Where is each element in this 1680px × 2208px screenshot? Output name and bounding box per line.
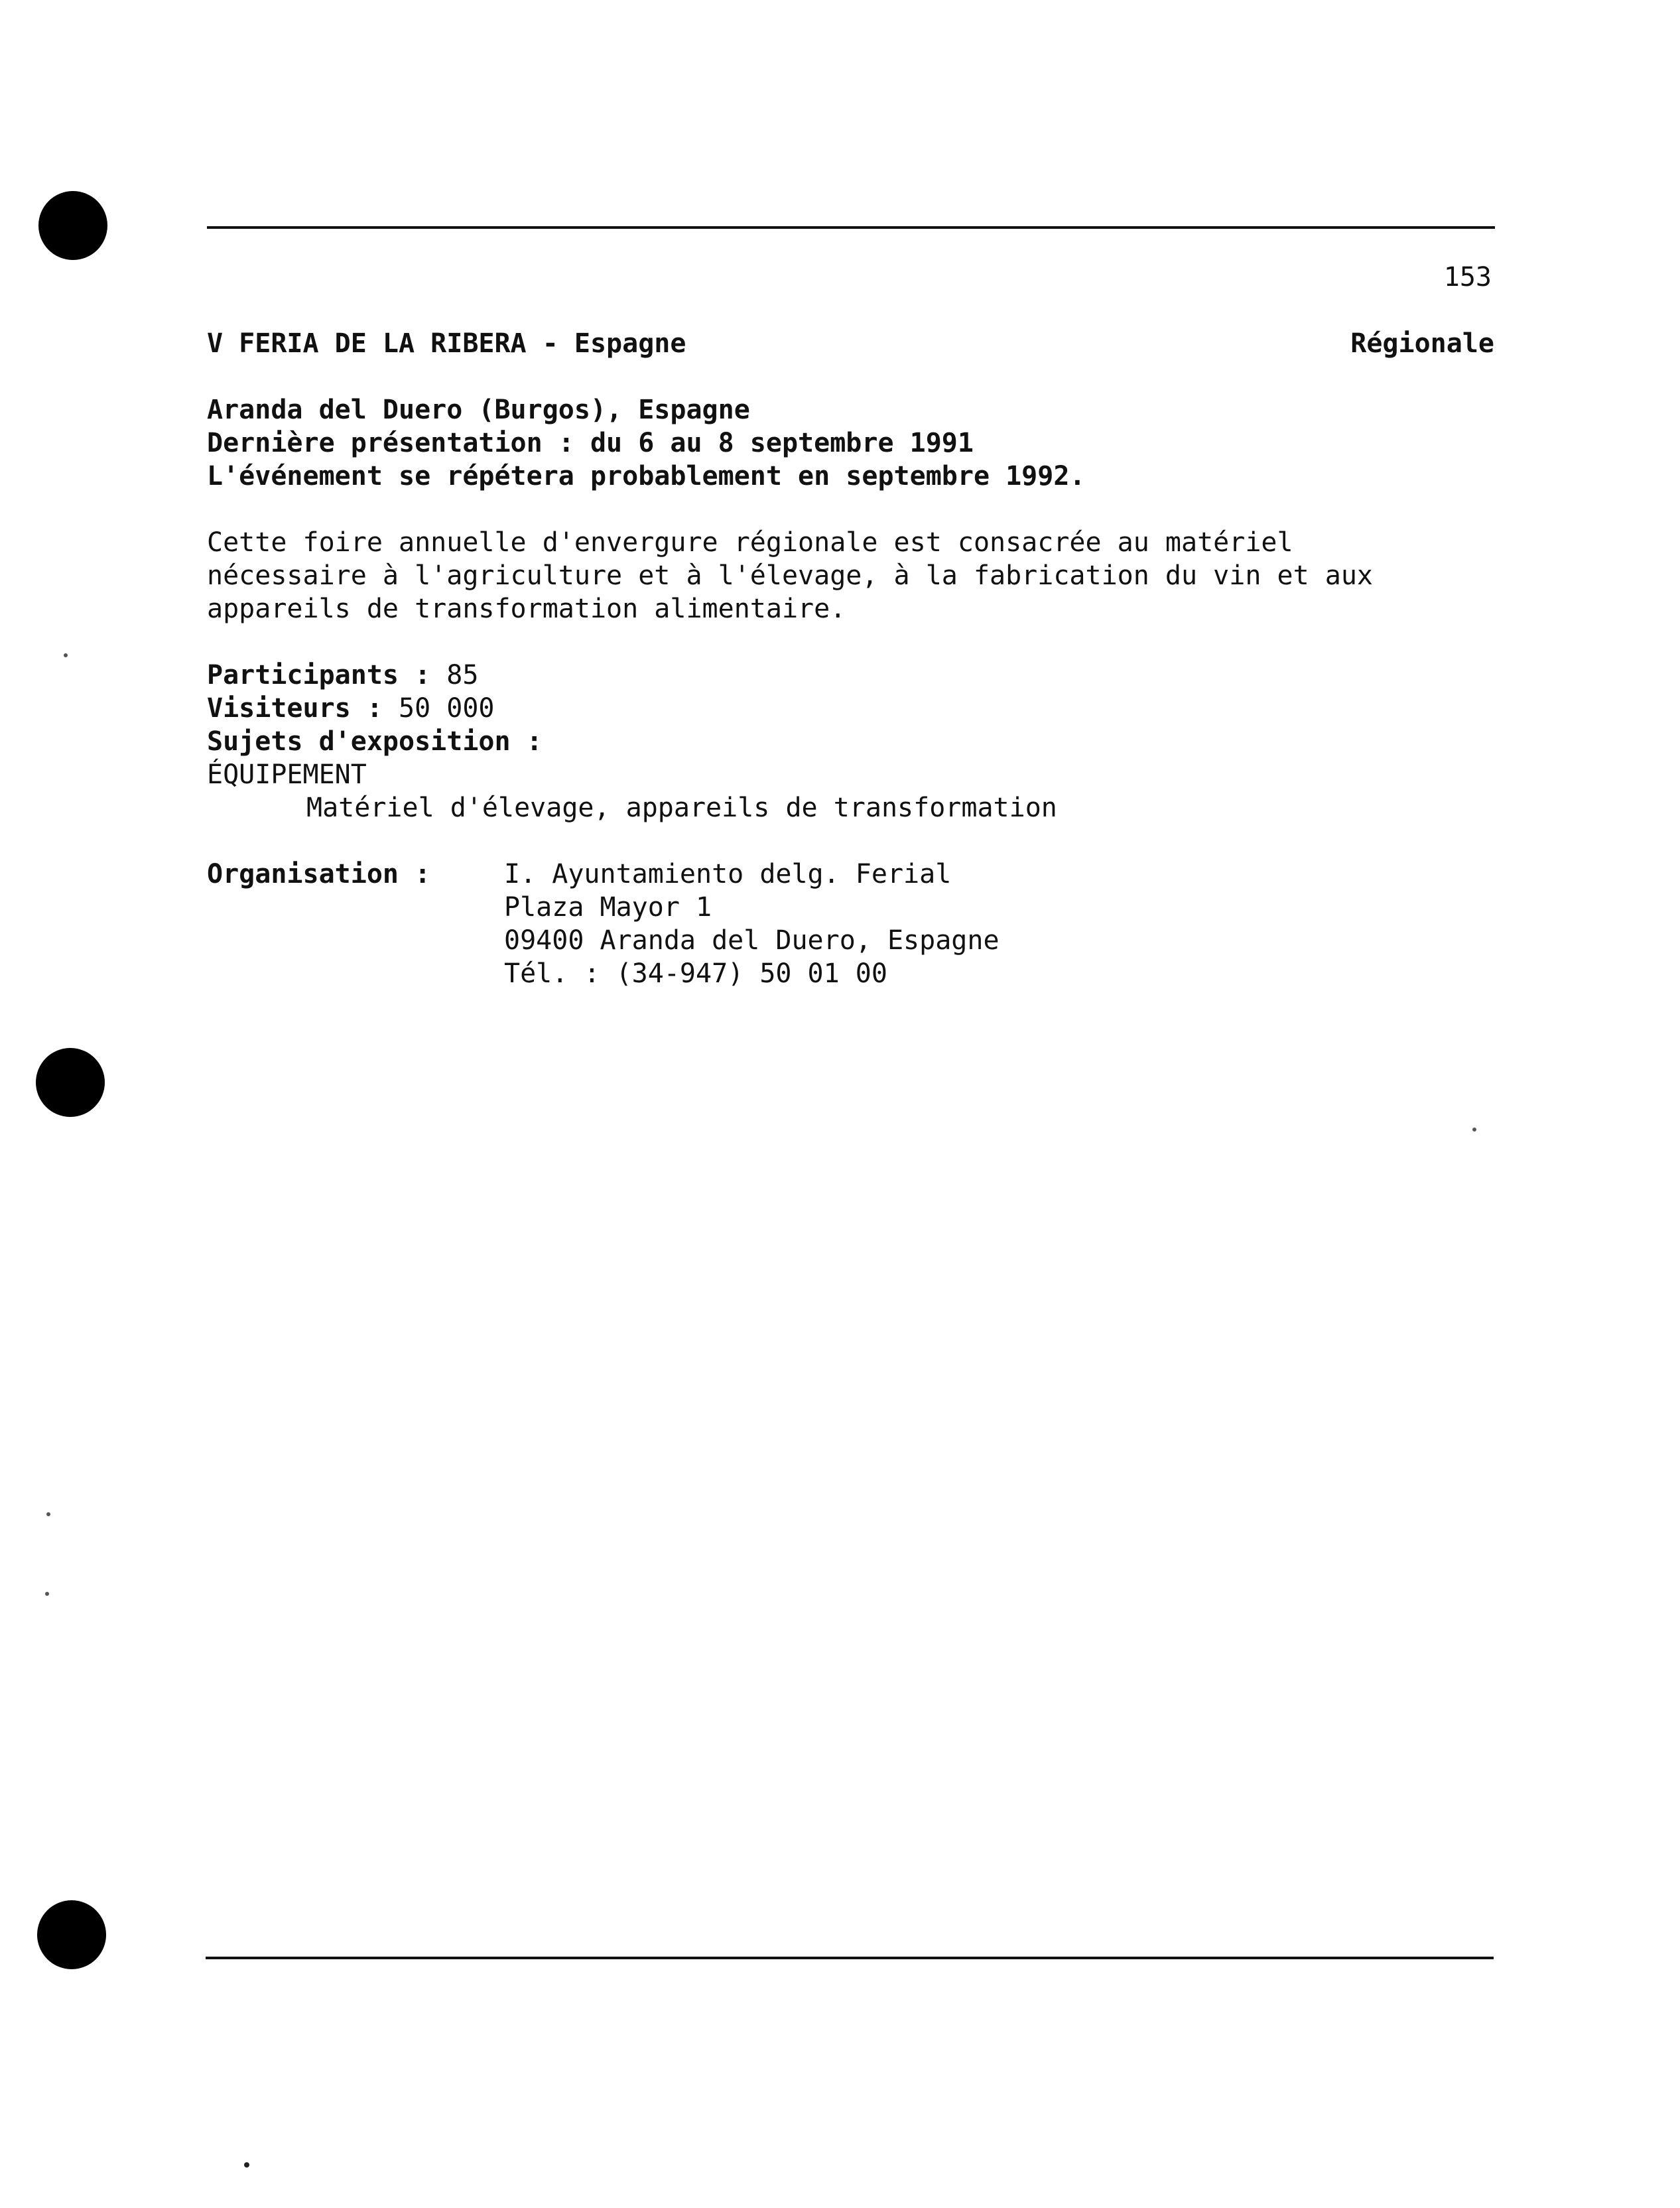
organisation-line: 09400 Aranda del Duero, Espagne <box>504 925 1000 956</box>
participants-value: 85 <box>430 660 479 690</box>
visitors-row <box>207 692 494 725</box>
fair-location: Aranda del Duero (Burgos), Espagne <box>207 395 750 425</box>
visitors-value: 50 000 <box>382 693 495 724</box>
organisation-label: Organisation : <box>207 859 431 889</box>
description-line: nécessaire à l'agriculture et à l'élevage, à la fabrication du vin et aux <box>207 560 1373 591</box>
binder-hole-top <box>38 191 107 260</box>
scan-speck <box>46 1512 50 1516</box>
scan-speck <box>45 1592 49 1596</box>
next-event: L'événement se répétera probablement en septembre 1992. <box>207 461 1086 491</box>
subjects-detail: Matériel d'élevage, appareils de transformation <box>306 793 1057 823</box>
fair-category: Régionale <box>1350 328 1494 359</box>
page-number: 153 <box>1443 262 1492 292</box>
last-presentation: Dernière présentation : du 6 au 8 septembre 1991 <box>207 428 974 458</box>
scan-speck <box>1472 1128 1476 1132</box>
visitors-label: Visiteurs : <box>207 693 383 724</box>
description-line: Cette foire annuelle d'envergure régionale est consacrée au matériel <box>207 527 1293 558</box>
scan-speck <box>64 653 68 657</box>
participants-label: Participants : <box>207 660 431 690</box>
subjects-category: ÉQUIPEMENT <box>207 759 367 790</box>
organisation-line: I. Ayuntamiento delg. Ferial <box>504 859 952 889</box>
binder-hole-bottom <box>37 1900 106 1969</box>
organisation-line: Tél. : (34-947) 50 01 00 <box>504 958 887 989</box>
subjects-label: Sujets d'exposition : <box>207 726 543 757</box>
description-line: appareils de transformation alimentaire. <box>207 594 846 624</box>
binder-hole-middle <box>36 1048 105 1117</box>
fair-title: V FERIA DE LA RIBERA - Espagne <box>207 328 686 359</box>
scan-speck <box>244 2162 249 2168</box>
participants-row <box>207 659 478 692</box>
top-rule <box>207 226 1495 229</box>
bottom-rule <box>206 1957 1494 1959</box>
organisation-line: Plaza Mayor 1 <box>504 892 712 923</box>
